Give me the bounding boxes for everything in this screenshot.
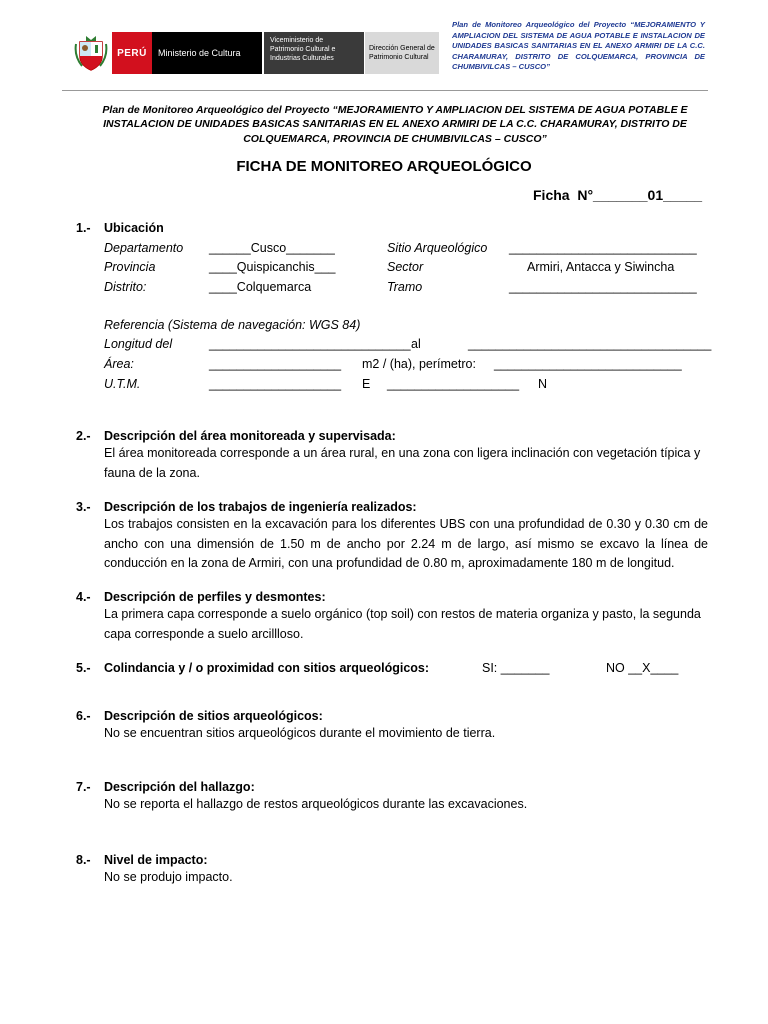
section-8-text: No se produjo impacto.: [104, 870, 233, 884]
form-title: FICHA DE MONITOREO ARQUEOLÓGICO: [236, 158, 532, 175]
tramo-value: ___________________________: [509, 280, 697, 294]
n-label: N: [538, 377, 548, 391]
peru-coat-of-arms-icon: [70, 32, 112, 74]
section-2-title: Descripción del área monitoreada y supervisada:: [104, 429, 396, 443]
peru-logo-block: PERÚ: [112, 32, 152, 74]
sector-label: Sector: [387, 260, 424, 274]
utm-label: U.T.M.: [104, 377, 141, 391]
section-6-number: 6.-: [76, 709, 91, 723]
section-4-title: Descripción de perfiles y desmontes:: [104, 590, 326, 604]
area-label: Área:: [104, 357, 134, 371]
referencia-label: Referencia (Sistema de navegación: WGS 84): [104, 318, 361, 332]
header-divider: [62, 90, 708, 91]
distrito-label: Distrito:: [104, 280, 147, 294]
al-line: ___________________________________: [468, 337, 712, 351]
section-5-title: Colindancia y / o proximidad con sitios arqueológicos:: [104, 661, 430, 675]
sitio-label: Sitio Arqueológico: [387, 241, 488, 255]
longitud-line: _____________________________: [209, 337, 411, 351]
ministry-logo-block: Ministerio de Cultura: [152, 32, 262, 74]
sector-value: Armiri, Antacca y Siwincha: [527, 260, 675, 274]
departamento-label: Departamento: [104, 241, 184, 255]
sitio-value: ___________________________: [509, 241, 697, 255]
directorate-logo-block: Dirección General de Patrimonio Cultural: [365, 32, 439, 74]
section-6-title: Descripción de sitios arqueológicos:: [104, 709, 323, 723]
e-label: E: [362, 377, 371, 391]
section-7-title: Descripción del hallazgo:: [104, 780, 255, 794]
section-8-title: Nivel de impacto:: [104, 853, 208, 867]
project-title: Plan de Monitoreo Arqueológico del Proyecto “MEJORAMIENTO Y AMPLIACION DEL SISTEMA DE AGUA POTABLE E INSTALACION DE UNIDADES BASICAS SANITARIAS EN EL ANEXO ARMIRI DE LA C.C. CHARAMURAY, DISTRITO DE COLQUEMARCA, PROVINCIA DE CHUMBIVILCAS – CUSCO”: [102, 104, 688, 145]
section-5-number: 5.-: [76, 661, 91, 675]
distrito-value: ____Colquemarca: [209, 280, 312, 294]
section-2-text: El área monitoreada corresponde a un área rural, en una zona con ligera inclinación con vegetación típica y fauna de la zona.: [104, 446, 701, 480]
section-6-text: No se encuentran sitios arqueológicos durante el movimiento de tierra.: [104, 726, 496, 740]
section-1-title: Ubicación: [104, 221, 164, 235]
provincia-label: Provincia: [104, 260, 156, 274]
area-line: ___________________: [209, 357, 342, 371]
section-3-title: Descripción de los trabajos de ingeniería realizados:: [104, 500, 417, 514]
section-8-number: 8.-: [76, 853, 91, 867]
longitud-label: Longitud del: [104, 337, 173, 351]
al-label: al: [411, 337, 421, 351]
no-field: NO __X____: [606, 661, 679, 675]
viceministry-logo-block: Viceministerio de Patrimonio Cultural e Industrias Culturales: [264, 32, 364, 74]
tramo-label: Tramo: [387, 280, 423, 294]
perimetro-line: ___________________________: [494, 357, 682, 371]
ficha-number: Ficha N°_______01_____: [533, 187, 703, 203]
section-2-number: 2.-: [76, 429, 91, 443]
header-project-note: Plan de Monitoreo Arqueológico del Proyecto “MEJORAMIENTO Y AMPLIACION DEL SISTEMA DE AGUA POTABLE E INSTALACION DE UNIDADES BASICAS SANITARIAS EN EL ANEXO ARMIRI DE LA C.C. CHARAMURAY, DISTRITO DE COLQUEMARCA, PROVINCIA DE CHUMBIVILCAS – CUSCO”: [452, 20, 705, 72]
provincia-value: ____Quispicanchis___: [209, 260, 336, 274]
e-line: ___________________: [387, 377, 520, 391]
departamento-value: ______Cusco_______: [209, 241, 335, 255]
area-unit: m2 / (ha), perímetro:: [362, 357, 476, 371]
section-7-text: No se reporta el hallazgo de restos arqueológicos durante las excavaciones.: [104, 797, 528, 811]
ministry-logo-bar: [70, 32, 439, 74]
section-4-number: 4.-: [76, 590, 91, 604]
section-7-number: 7.-: [76, 780, 91, 794]
section-3-number: 3.-: [76, 500, 91, 514]
si-field: SI: _______: [482, 661, 550, 675]
section-4-text: La primera capa corresponde a suelo orgánico (top soil) con restos de materia organiza y pasto, la segunda capa corresponde a suelo arcillloso.: [104, 607, 701, 641]
utm-line: ___________________: [209, 377, 342, 391]
section-3-text: Los trabajos consisten en la excavación para los diferentes UBS con una profundidad de 0.30 y 0.30 cm de ancho con una dimensión de 1.50 m de ancho por 2.24 m de largo, así mismo se excavo la línea de conducción en la zona de Armiri, con una profundidad de 0.80 m, aproximadamente 180 m de longitud.: [104, 517, 708, 570]
section-1-number: 1.-: [76, 221, 91, 235]
